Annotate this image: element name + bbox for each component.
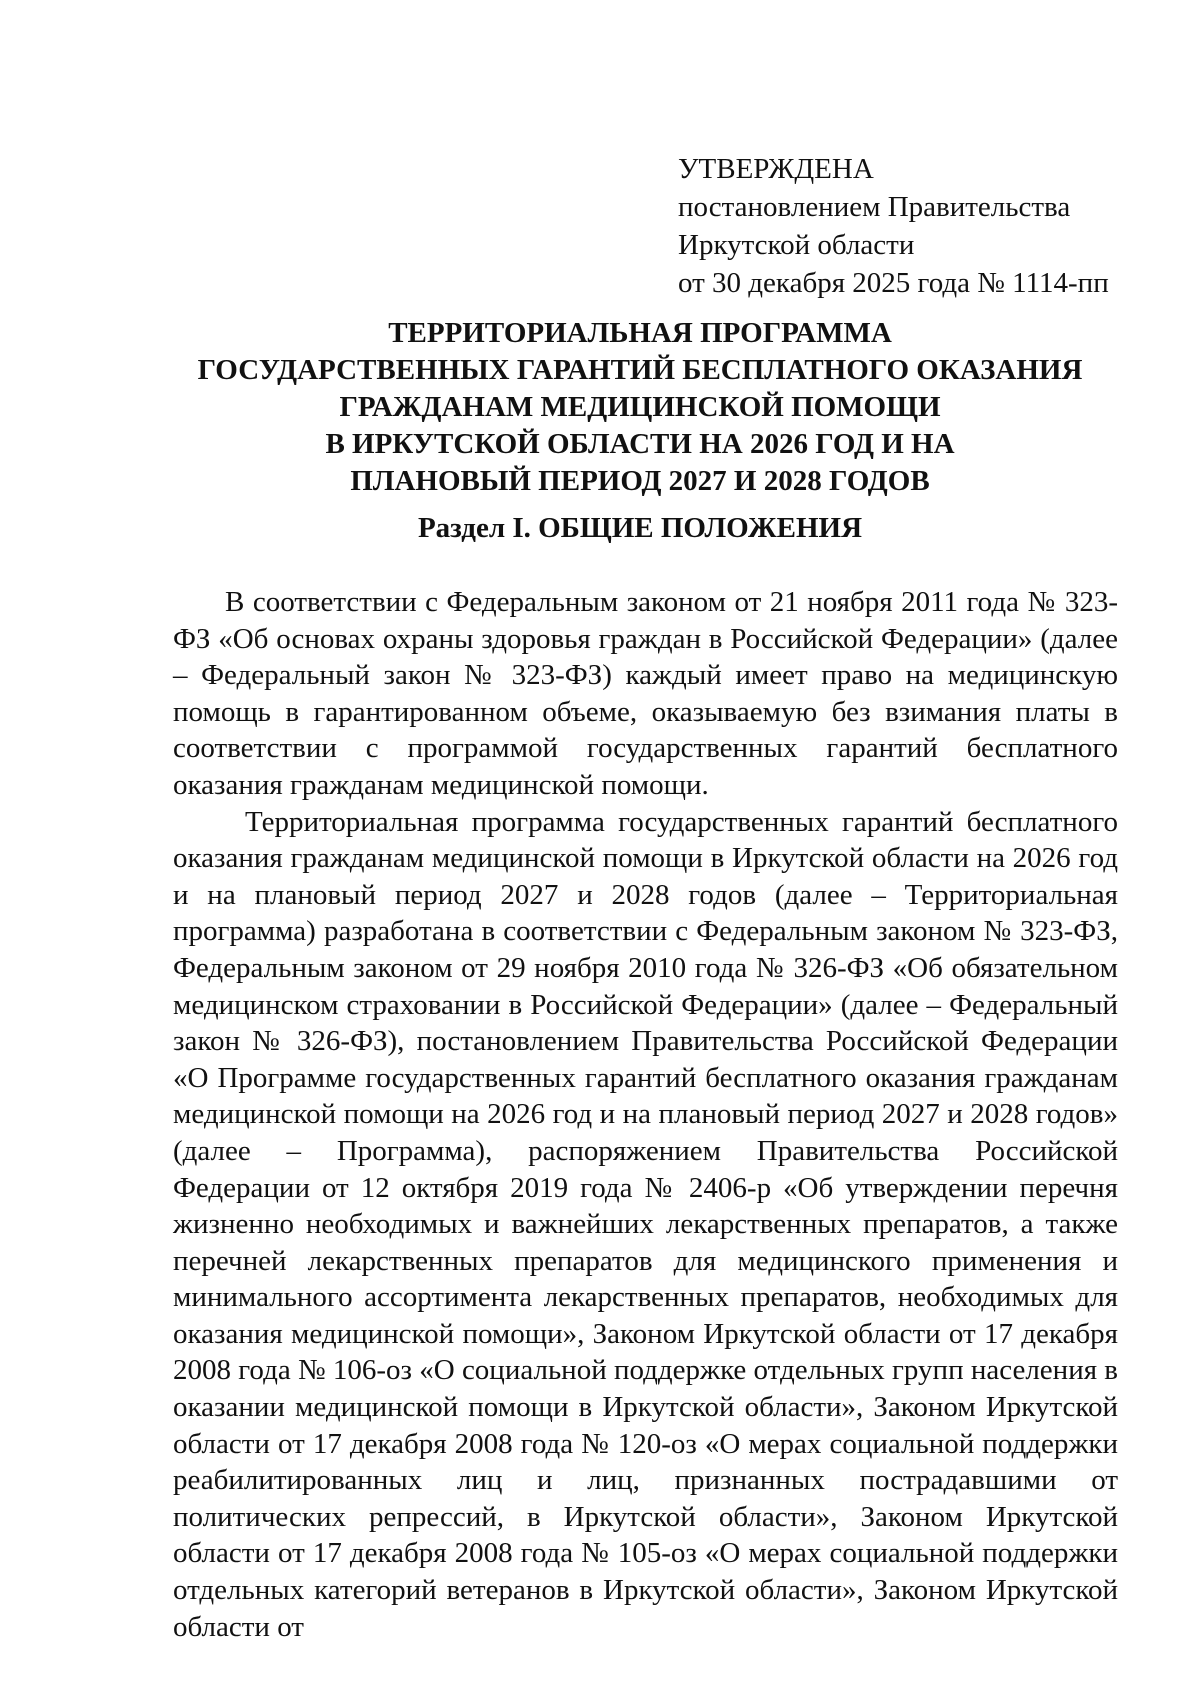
body-paragraph: В соответствии с Федеральным законом от 21 ноября 2011 года № 323-ФЗ «Об основах охраны здоровья граждан в Российской Федерации» (далее – Федеральный закон № 323-ФЗ) каждый имеет право на медицинскую помощь в гарантированном объеме, оказываемую без взимания платы в соответствии с программой государственных гарантий бесплатного оказания гражданам медицинской помощи. [173, 586, 1118, 801]
document-body [173, 584, 1118, 1645]
body-paragraph: Территориальная программа государственных гарантий бесплатного оказания гражданам медицинской помощи в Иркутской области на 2026 год и на плановый период 2027 и 2028 годов (далее – Территориальная программа) разработана в соответствии с Федеральным законом № 323-ФЗ, Федеральным законом от 29 ноября 2010 года № 326-ФЗ «Об обязательном медицинском страховании в Российской Федерации» (далее – Федеральный закон № 326-ФЗ), постановлением Правительства Российской Федерации «О Программе государственных гарантий бесплатного оказания гражданам медицинской помощи на 2026 год и на плановый период 2027 и 2028 годов» (далее – Программа), распоряжением Правительства Российской Федерации от 12 октября 2019 года № 2406-р «Об утверждении перечня жизненно необходимых и важнейших лекарственных препаратов, а также перечней лекарственных препаратов для медицинского применения и минимального ассортимента лекарственных препаратов, необходимых для оказания медицинской помощи», Законом Иркутской области от 17 декабря 2008 года № 106-оз «О социальной поддержке отдельных групп населения в оказании медицинской помощи в Иркутской области», Законом Иркутской области от 17 декабря 2008 года № 120-оз «О мерах социальной поддержки реабилитированных лиц и лиц, признанных пострадавшими от политических репрессий, в Иркутской области», Законом Иркутской области от 17 декабря 2008 года № 105-оз «О мерах социальной поддержки отдельных категорий ветеранов в Иркутской области», Законом Иркутской области от [173, 805, 1118, 1643]
title-line: ТЕРРИТОРИАЛЬНАЯ ПРОГРАММА [388, 317, 892, 349]
title-line: ГРАЖДАНАМ МЕДИЦИНСКОЙ ПОМОЩИ [339, 391, 941, 423]
approval-stamp-block [678, 150, 1178, 302]
title-line: ГОСУДАРСТВЕННЫХ ГАРАНТИЙ БЕСПЛАТНОГО ОКАЗАНИЯ [197, 354, 1083, 386]
title-line: В ИРКУТСКОЙ ОБЛАСТИ НА 2026 ГОД И НА [325, 428, 955, 460]
document-title [160, 315, 1120, 500]
approval-line-resolution: постановлением Правительства [678, 191, 1071, 223]
section-heading: Раздел I. ОБЩИЕ ПОЛОЖЕНИЯ [417, 512, 863, 544]
approval-line-date-number: от 30 декабря 2025 года № 1114-пп [678, 267, 1109, 299]
title-line: ПЛАНОВЫЙ ПЕРИОД 2027 И 2028 ГОДОВ [350, 465, 930, 497]
approval-line-region: Иркутской области [678, 229, 915, 261]
approval-line-approved: УТВЕРЖДЕНА [678, 153, 874, 185]
